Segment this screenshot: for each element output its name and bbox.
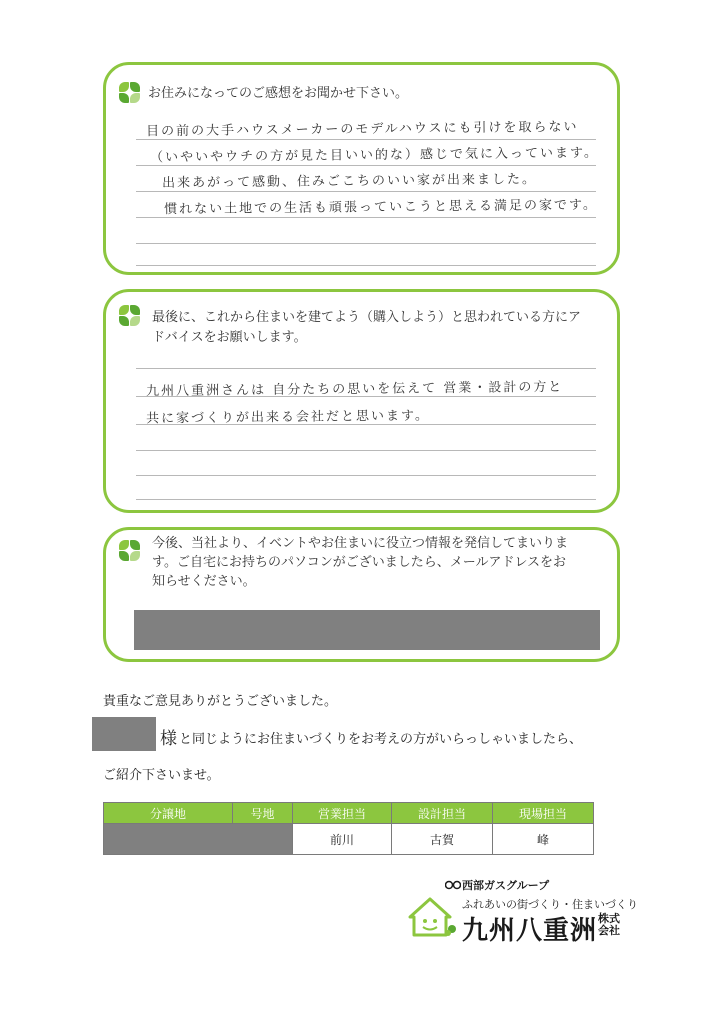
answer-line: 共に家づくりが出来る会社だと思います。 [145, 408, 431, 427]
header-site: 現場担当 [493, 803, 594, 824]
email-redacted [134, 610, 600, 650]
answer-line: 出来あがって感動、住みごこちのいい家が出来ました。 [161, 172, 538, 191]
advice-section [103, 289, 620, 513]
answer-line: 九州八重洲さんは 自分たちの思いを伝えて 営業・設計の方と [145, 379, 564, 400]
lot-redacted [104, 824, 293, 855]
answer-line: 目の前の大手ハウスメーカーのモデルハウスにも引けを取らない [145, 119, 579, 140]
impressions-section [103, 62, 620, 275]
email-notice: 今後、当社より、イベントやお住まいに役立つ情報を発信してまいります。ご自宅にお持ちのパソコンがございましたら、メールアドレスをお知らせください。 [152, 536, 569, 589]
thanks-text: 貴重なご意見ありがとうございました。 [103, 694, 338, 709]
staff-table [103, 802, 594, 855]
company-name: 九州八重洲 [462, 916, 598, 946]
header-lot: 分譲地 [104, 803, 233, 824]
referral-text: と同じようにお住まいづくりをお考えの方がいらっしゃいましたら、 [179, 732, 583, 747]
advice-question: 最後に、これから住まいを建てよう（購入しよう）と思われている方にアドバイスをお願いします。 [152, 310, 582, 345]
email-section [103, 527, 620, 662]
header-number: 号地 [233, 803, 293, 824]
site-staff: 峰 [493, 824, 594, 855]
name-redacted [92, 717, 156, 751]
header-design: 設計担当 [392, 803, 493, 824]
company-tagline: ふれあいの街づくり・住まいづくり [462, 898, 638, 911]
design-staff: 古賀 [392, 824, 493, 855]
answer-line: 慣れない土地での生活も頑張っていこうと思える満足の家です。 [163, 197, 599, 218]
company-suffix: 株式会社 [598, 912, 620, 937]
honorific: 様 [160, 729, 177, 749]
house-logo-icon [406, 895, 458, 939]
clover-icon [119, 82, 141, 104]
referral-text-end: ご紹介下さいませ。 [103, 768, 220, 783]
sales-staff: 前川 [293, 824, 392, 855]
clover-icon [119, 305, 141, 327]
clover-icon [119, 540, 141, 562]
group-name: 西部ガスグループ [462, 879, 550, 892]
gas-group-icon [445, 879, 461, 891]
answer-line: （いやいやウチの方が見た目いい的な）感じで気に入っています。 [149, 145, 600, 166]
impressions-question: お住みになってのご感想をお聞かせ下さい。 [148, 86, 409, 101]
header-sales: 営業担当 [293, 803, 392, 824]
